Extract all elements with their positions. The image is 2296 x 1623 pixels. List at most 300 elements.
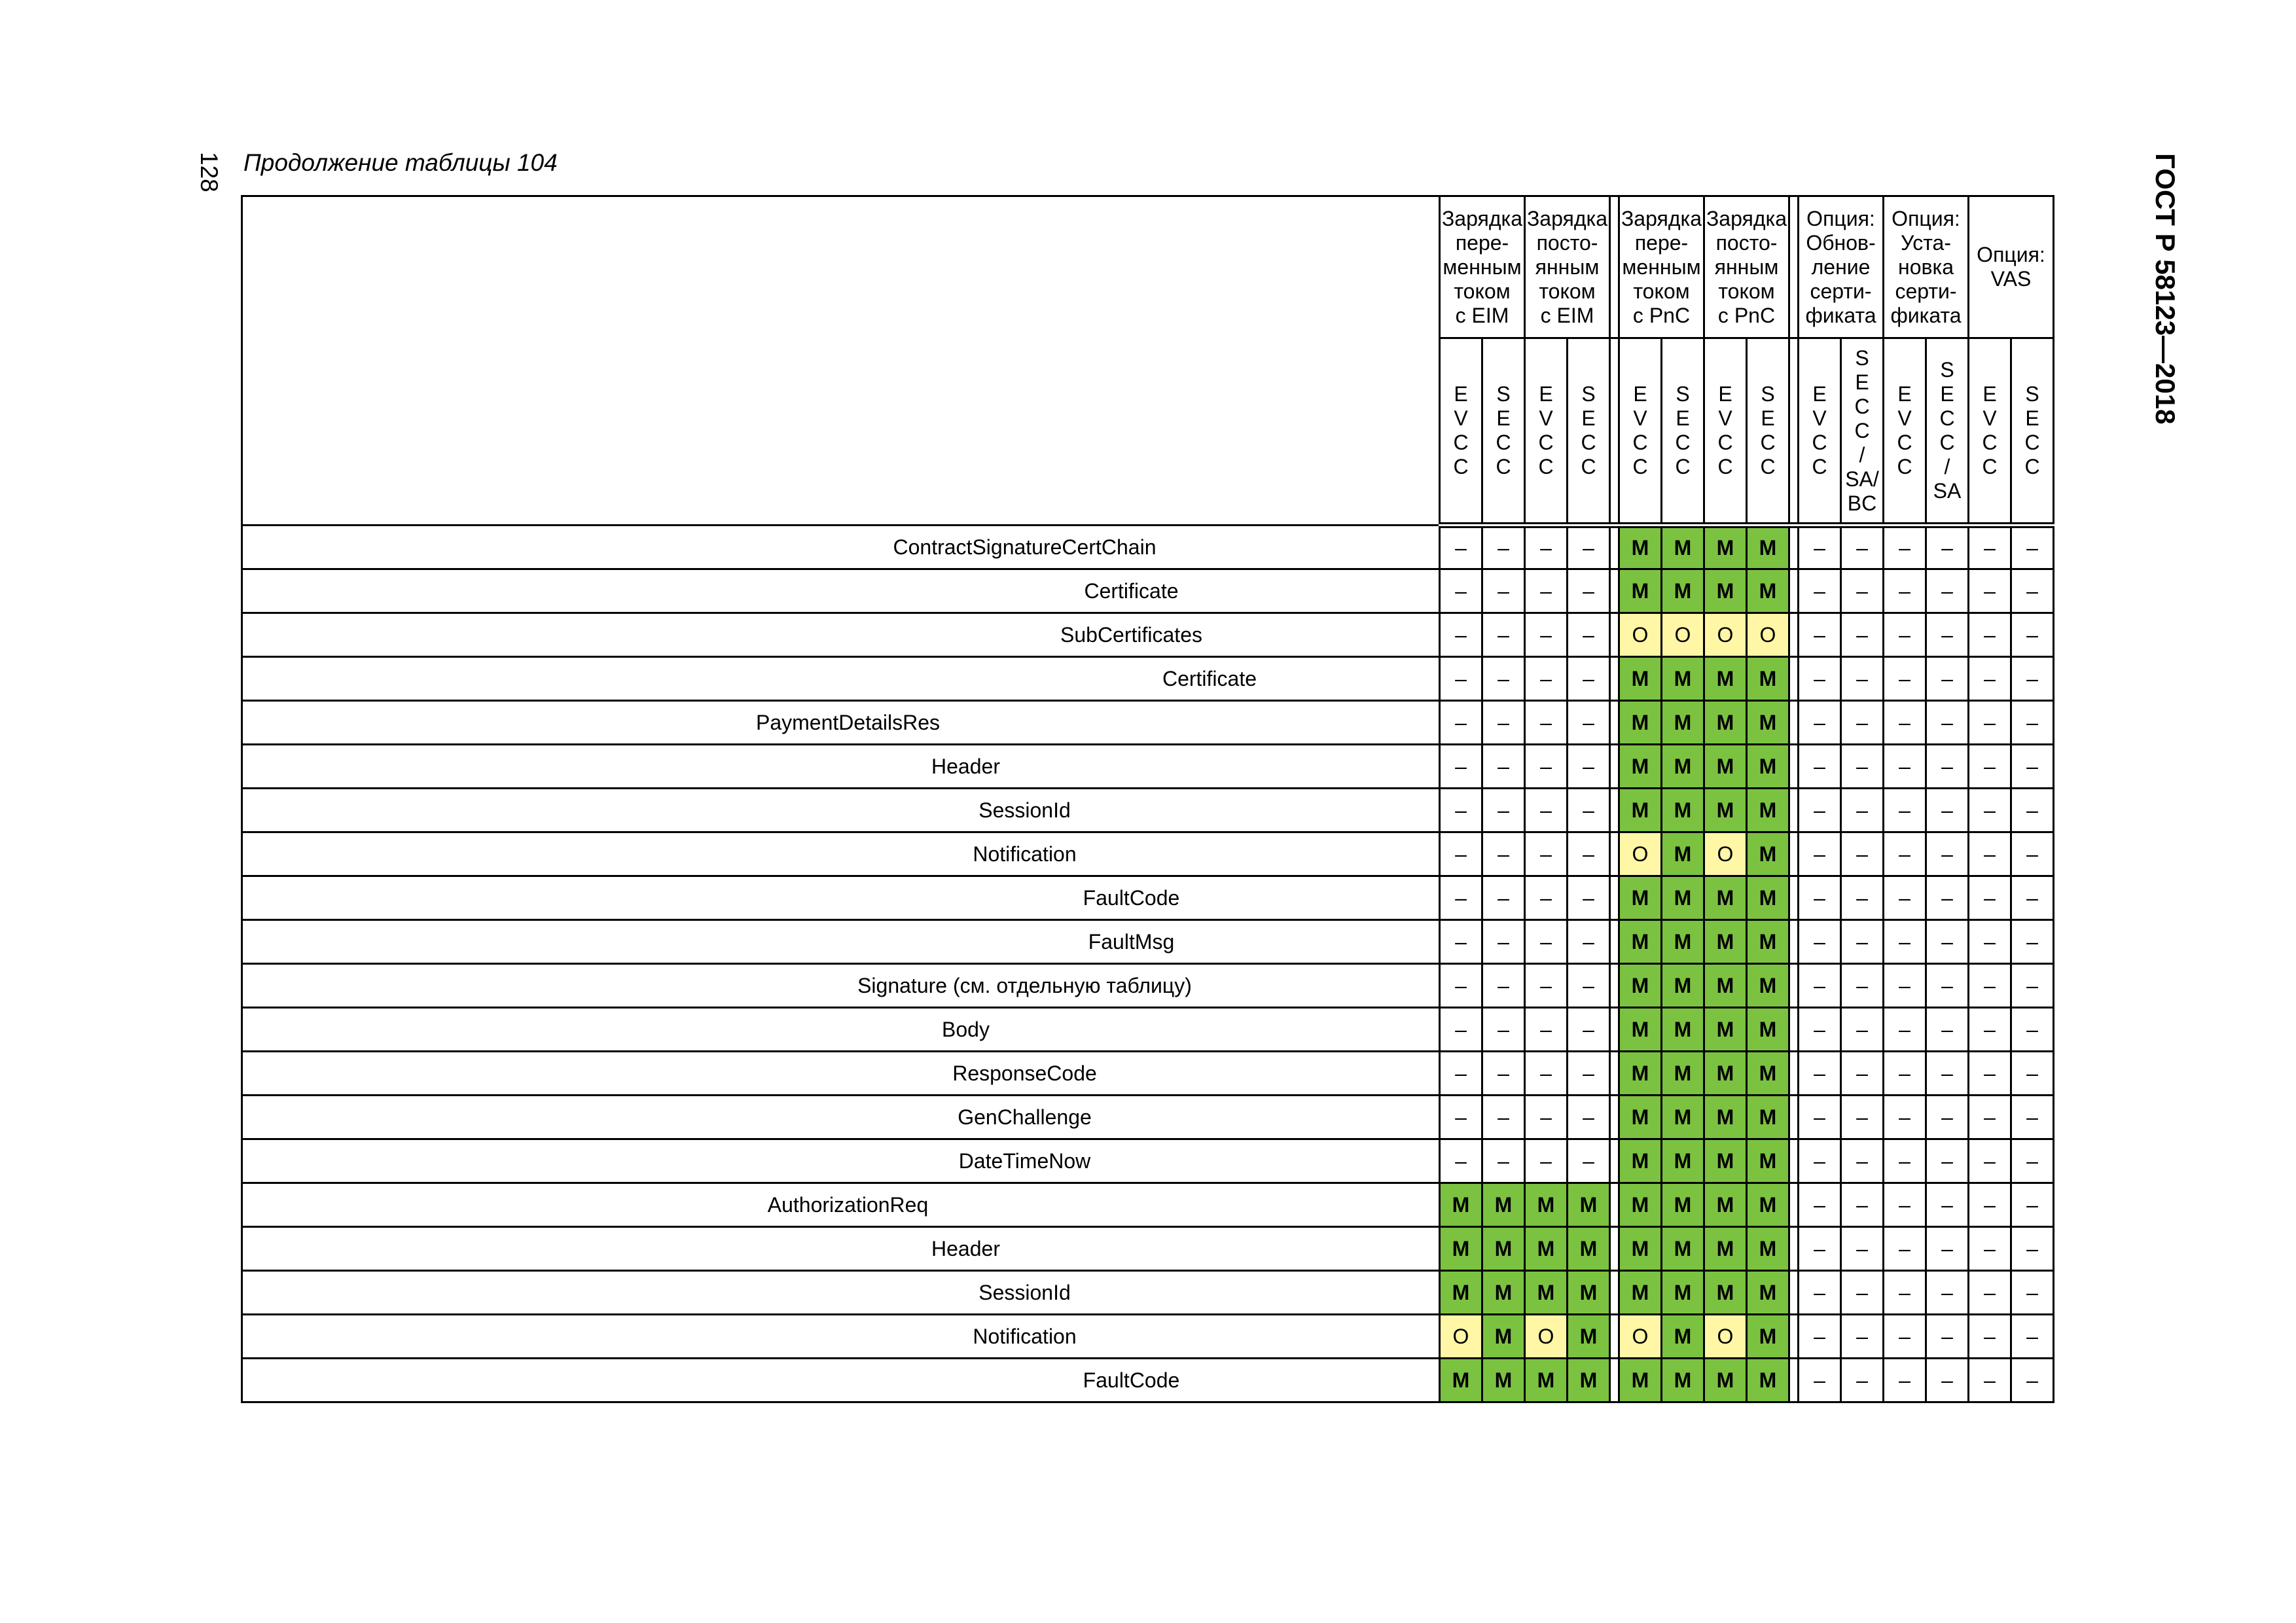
role-subheader-char: SA/ [1845,467,1879,491]
table-row [242,964,2054,1008]
not-applicable-cell: – [2011,1359,2054,1402]
optional-cell: O [1525,1315,1568,1359]
not-applicable-cell: – [2011,701,2054,745]
not-applicable-cell: – [1841,1096,1884,1139]
mandatory-cell: M [1747,1183,1789,1227]
role-subheader [1482,338,1525,526]
not-applicable-cell: – [2011,1139,2054,1183]
not-applicable-cell: – [1482,1096,1525,1139]
not-applicable-cell: – [1841,1359,1884,1402]
element-name: Header [242,1227,1440,1271]
column-gap [1610,1227,1619,1271]
not-applicable-cell: – [1969,657,2011,701]
not-applicable-cell: – [2011,657,2054,701]
group-header-line: Зарядка [1621,206,1702,230]
optional-cell: O [1662,613,1704,657]
mandatory-cell: M [1568,1359,1610,1402]
mandatory-cell: M [1662,526,1704,569]
not-applicable-cell: – [1841,1052,1884,1096]
not-applicable-cell: – [1884,1359,1926,1402]
element-name: SessionId [242,789,1440,832]
column-gap [1789,338,1799,526]
not-applicable-cell: – [1525,701,1568,745]
column-gap [1610,1052,1619,1096]
role-subheader-char: SA [1933,479,1962,503]
optional-cell: O [1619,832,1662,876]
element-name: Signature (см. отдельную таблицу) [242,964,1440,1008]
column-gap [1789,964,1799,1008]
column-gap [1610,1359,1619,1402]
role-subheader [1926,338,1969,526]
element-name: DateTimeNow [242,1139,1440,1183]
not-applicable-cell: – [1884,1227,1926,1271]
element-name-header [242,196,1440,526]
mandatory-cell: M [1440,1271,1482,1315]
mandatory-cell: M [1747,1052,1789,1096]
not-applicable-cell: – [1440,657,1482,701]
role-subheader-char: E [1718,382,1732,406]
not-applicable-cell: – [1440,1096,1482,1139]
role-subheader-char: V [1539,406,1553,430]
mandatory-cell: M [1662,657,1704,701]
role-subheader-char: E [1812,382,1827,406]
role-subheader-char: BC [1847,491,1877,515]
element-name: SessionId [242,1271,1440,1315]
mandatory-cell: M [1704,1096,1747,1139]
role-subheader-char: S [1676,382,1690,406]
not-applicable-cell: – [1884,745,1926,789]
role-subheader [1747,338,1789,526]
not-applicable-cell: – [1799,1271,1841,1315]
not-applicable-cell: – [1568,569,1610,613]
mandatory-cell: M [1662,876,1704,920]
mandatory-cell: M [1619,745,1662,789]
role-subheader-char: C [1897,431,1912,454]
role-subheader [1568,338,1610,526]
not-applicable-cell: – [1568,657,1610,701]
not-applicable-cell: – [1440,1008,1482,1052]
not-applicable-cell: – [1884,569,1926,613]
column-gap [1789,569,1799,613]
group-header-line: с PnC [1717,303,1776,327]
not-applicable-cell: – [1926,1359,1969,1402]
mandatory-cell: M [1619,1052,1662,1096]
mandatory-cell: M [1747,964,1789,1008]
group-header-line: пере- [1455,230,1509,255]
not-applicable-cell: – [1841,789,1884,832]
not-applicable-cell: – [1884,1096,1926,1139]
table-row [242,526,2054,569]
not-applicable-cell: – [1440,1139,1482,1183]
not-applicable-cell: – [1969,1008,2011,1052]
mandatory-cell: M [1747,569,1789,613]
column-gap [1789,613,1799,657]
group-header-line: янным [1535,255,1600,279]
not-applicable-cell: – [1969,832,2011,876]
optional-cell: O [1619,1315,1662,1359]
mandatory-cell: M [1619,920,1662,964]
not-applicable-cell: – [1525,1096,1568,1139]
not-applicable-cell: – [1841,1227,1884,1271]
not-applicable-cell: – [1969,1052,2011,1096]
role-subheader-char: C [1538,431,1554,454]
not-applicable-cell: – [1884,657,1926,701]
not-applicable-cell: – [1841,1271,1884,1315]
mandatory-cell: M [1747,1139,1789,1183]
mandatory-cell: M [1619,1227,1662,1271]
mandatory-cell: M [1525,1227,1568,1271]
not-applicable-cell: – [1841,964,1884,1008]
not-applicable-cell: – [1568,964,1610,1008]
column-gap [1610,1139,1619,1183]
mandatory-cell: M [1704,526,1747,569]
role-subheader-char: C [1982,455,1998,478]
not-applicable-cell: – [1926,1271,1969,1315]
table-row [242,1096,2054,1139]
not-applicable-cell: – [1884,613,1926,657]
not-applicable-cell: – [1568,613,1610,657]
mandatory-cell: M [1662,745,1704,789]
table-row [242,613,2054,657]
group-header [1799,196,1884,338]
mandatory-cell: M [1747,745,1789,789]
column-gap [1789,1183,1799,1227]
mandatory-cell: M [1704,1183,1747,1227]
mandatory-cell: M [1704,657,1747,701]
not-applicable-cell: – [1926,1008,1969,1052]
not-applicable-cell: – [2011,876,2054,920]
role-subheader-char: C [1854,394,1870,418]
role-subheader-char: C [1982,431,1998,454]
group-header-line: Уста- [1901,230,1951,255]
column-gap [1789,526,1799,569]
column-gap [1789,876,1799,920]
role-subheader-char: C [2024,455,2040,478]
mandatory-cell: M [1568,1271,1610,1315]
table-row [242,1315,2054,1359]
not-applicable-cell: – [1969,920,2011,964]
not-applicable-cell: – [1440,701,1482,745]
element-name: PaymentDetailsRes [242,701,1440,745]
role-subheader-char: C [1760,431,1776,454]
mandatory-cell: M [1619,1096,1662,1139]
role-subheader-char: C [1496,455,1511,478]
group-header-line: током [1454,279,1511,303]
group-header-line: током [1539,279,1596,303]
not-applicable-cell: – [1525,657,1568,701]
table-row [242,876,2054,920]
role-subheader [1841,338,1884,526]
mandatory-cell: M [1704,1227,1747,1271]
not-applicable-cell: – [2011,1271,2054,1315]
mandatory-cell: M [1619,964,1662,1008]
role-subheader-char: C [1581,431,1596,454]
not-applicable-cell: – [1969,701,2011,745]
not-applicable-cell: – [1884,789,1926,832]
role-subheader-char: S [1855,346,1869,370]
group-header-line: посто- [1536,230,1598,255]
not-applicable-cell: – [1482,1008,1525,1052]
not-applicable-cell: – [1884,1183,1926,1227]
not-applicable-cell: – [1799,920,1841,964]
not-applicable-cell: – [1799,1227,1841,1271]
not-applicable-cell: – [2011,1052,2054,1096]
role-subheader [1525,338,1568,526]
not-applicable-cell: – [1440,1052,1482,1096]
column-gap [1789,1052,1799,1096]
mandatory-cell: M [1662,569,1704,613]
table-row [242,1052,2054,1096]
not-applicable-cell: – [1525,1008,1568,1052]
not-applicable-cell: – [1969,1359,2011,1402]
optional-cell: O [1704,1315,1747,1359]
not-applicable-cell: – [1926,701,1969,745]
not-applicable-cell: – [1884,701,1926,745]
not-applicable-cell: – [1799,569,1841,613]
group-header-line: VAS [1990,267,2032,291]
mandatory-cell: M [1662,1359,1704,1402]
role-subheader-char: C [1717,431,1733,454]
not-applicable-cell: – [1482,1052,1525,1096]
not-applicable-cell: – [1926,745,1969,789]
not-applicable-cell: – [1969,789,2011,832]
role-subheader-char: / [1944,455,1950,478]
mandatory-cell: M [1440,1359,1482,1402]
role-subheader-char: C [1675,431,1691,454]
not-applicable-cell: – [1841,1139,1884,1183]
not-applicable-cell: – [1482,789,1525,832]
column-gap [1789,745,1799,789]
mandatory-cell: M [1440,1227,1482,1271]
table-row [242,920,2054,964]
not-applicable-cell: – [1884,1271,1926,1315]
not-applicable-cell: – [1799,1183,1841,1227]
group-header [1884,196,1969,338]
mandatory-cell: M [1619,569,1662,613]
mandatory-cell: M [1440,1183,1482,1227]
not-applicable-cell: – [1969,613,2011,657]
not-applicable-cell: – [1841,701,1884,745]
group-header-line: ление [1811,255,1871,279]
group-header-line: новка [1898,255,1954,279]
not-applicable-cell: – [1482,613,1525,657]
not-applicable-cell: – [1969,1183,2011,1227]
role-subheader-char: C [1897,455,1912,478]
mandatory-cell: M [1747,920,1789,964]
not-applicable-cell: – [1440,745,1482,789]
mandatory-cell: M [1568,1315,1610,1359]
role-subheader-char: C [1496,431,1511,454]
not-applicable-cell: – [1482,745,1525,789]
not-applicable-cell: – [1926,1315,1969,1359]
not-applicable-cell: – [2011,964,2054,1008]
not-applicable-cell: – [1799,1008,1841,1052]
mandatory-cell: M [1568,1227,1610,1271]
role-subheader-char: E [1539,382,1553,406]
mandatory-cell: M [1704,1008,1747,1052]
not-applicable-cell: – [2011,613,2054,657]
not-applicable-cell: – [1568,745,1610,789]
role-subheader-char: C [2024,431,2040,454]
role-subheader-char: V [1982,406,1997,430]
mandatory-cell: M [1747,657,1789,701]
mandatory-cell: M [1747,1096,1789,1139]
not-applicable-cell: – [1568,1139,1610,1183]
mandatory-cell: M [1662,964,1704,1008]
column-gap [1610,832,1619,876]
not-applicable-cell: – [1926,657,1969,701]
role-subheader-char: E [1496,406,1511,430]
role-subheader-char: V [1812,406,1827,430]
not-applicable-cell: – [1969,745,2011,789]
not-applicable-cell: – [1568,789,1610,832]
mandatory-cell: M [1747,701,1789,745]
not-applicable-cell: – [1926,1227,1969,1271]
column-gap [1789,196,1799,338]
mandatory-cell: M [1482,1359,1525,1402]
not-applicable-cell: – [1884,832,1926,876]
not-applicable-cell: – [1841,526,1884,569]
not-applicable-cell: – [1799,613,1841,657]
element-name: AuthorizationReq [242,1183,1440,1227]
mandatory-cell: M [1482,1183,1525,1227]
mandatory-cell: M [1704,745,1747,789]
not-applicable-cell: – [1568,1008,1610,1052]
group-header [1440,196,1525,338]
column-gap [1789,1359,1799,1402]
mandatory-cell: M [1747,1227,1789,1271]
not-applicable-cell: – [1799,1315,1841,1359]
mandatory-cell: M [1619,526,1662,569]
not-applicable-cell: – [1525,876,1568,920]
column-gap [1610,1183,1619,1227]
mandatory-cell: M [1525,1271,1568,1315]
mandatory-cell: M [1619,657,1662,701]
group-header-line: Зарядка [1526,206,1608,230]
table-row [242,745,2054,789]
mandatory-cell: M [1662,789,1704,832]
table-row [242,1359,2054,1402]
mandatory-cell: M [1662,1096,1704,1139]
column-gap [1610,1008,1619,1052]
not-applicable-cell: – [1884,1008,1926,1052]
element-name: Header [242,745,1440,789]
role-subheader-char: S [1940,358,1954,382]
table-row [242,789,2054,832]
mandatory-cell: M [1619,1008,1662,1052]
optional-cell: O [1704,832,1747,876]
optional-cell: O [1747,613,1789,657]
not-applicable-cell: – [1568,876,1610,920]
mandatory-cell: M [1619,876,1662,920]
mandatory-cell: M [1704,920,1747,964]
not-applicable-cell: – [1525,964,1568,1008]
mandatory-cell: M [1662,920,1704,964]
not-applicable-cell: – [1926,569,1969,613]
mandatory-cell: M [1747,832,1789,876]
role-subheader-char: S [1761,382,1775,406]
not-applicable-cell: – [1884,964,1926,1008]
not-applicable-cell: – [1841,657,1884,701]
not-applicable-cell: – [1482,920,1525,964]
role-subheader-char: V [1718,406,1732,430]
column-gap [1610,1096,1619,1139]
not-applicable-cell: – [1841,876,1884,920]
table-row [242,1227,2054,1271]
mandatory-cell: M [1482,1315,1525,1359]
not-applicable-cell: – [1525,1139,1568,1183]
column-gap [1789,1096,1799,1139]
role-subheader-char: E [1761,406,1775,430]
role-subheader-char: C [1939,431,1955,454]
mandatory-cell: M [1662,1227,1704,1271]
mandatory-cell: M [1704,876,1747,920]
mandatory-cell: M [1662,1183,1704,1227]
group-header-line: с PnC [1632,303,1691,327]
not-applicable-cell: – [1884,1052,1926,1096]
not-applicable-cell: – [1482,832,1525,876]
table-row [242,701,2054,745]
page-number: 128 [196,152,223,192]
group-header-line: током [1718,279,1775,303]
element-name: Certificate [242,569,1440,613]
not-applicable-cell: – [1926,1183,1969,1227]
element-name: Body [242,1008,1440,1052]
element-name: Notification [242,832,1440,876]
not-applicable-cell: – [1525,526,1568,569]
not-applicable-cell: – [1525,613,1568,657]
element-name: ContractSignatureCertChain [242,526,1440,569]
column-gap [1610,745,1619,789]
not-applicable-cell: – [1926,920,1969,964]
not-applicable-cell: – [1482,526,1525,569]
not-applicable-cell: – [1799,1139,1841,1183]
not-applicable-cell: – [1440,526,1482,569]
role-subheader-char: / [1859,442,1865,467]
role-subheader-char: C [1760,455,1776,478]
not-applicable-cell: – [2011,1008,2054,1052]
optional-cell: O [1619,613,1662,657]
column-gap [1610,613,1619,657]
column-gap [1789,1227,1799,1271]
role-subheader-char: E [1940,382,1954,406]
not-applicable-cell: – [1926,1052,1969,1096]
role-subheader-char: E [1676,406,1690,430]
element-name: Notification [242,1315,1440,1359]
not-applicable-cell: – [1969,1315,2011,1359]
not-applicable-cell: – [1525,569,1568,613]
not-applicable-cell: – [1926,1096,1969,1139]
not-applicable-cell: – [1799,876,1841,920]
group-header-line: Опция: [1806,206,1875,230]
not-applicable-cell: – [1841,1183,1884,1227]
not-applicable-cell: – [1841,1008,1884,1052]
mandatory-cell: M [1704,1052,1747,1096]
column-gap [1610,338,1619,526]
group-header-line: с EIM [1540,303,1594,327]
group-header-line: Опция: [1977,243,2045,266]
element-name: ResponseCode [242,1052,1440,1096]
table-row [242,1139,2054,1183]
not-applicable-cell: – [1926,832,1969,876]
not-applicable-cell: – [1525,789,1568,832]
mandatory-cell: M [1662,1008,1704,1052]
column-gap [1789,920,1799,964]
role-subheader-char: S [2025,382,2039,406]
group-header [1525,196,1610,338]
mandatory-cell: M [1662,1315,1704,1359]
group-header-line: серти- [1895,279,1957,303]
